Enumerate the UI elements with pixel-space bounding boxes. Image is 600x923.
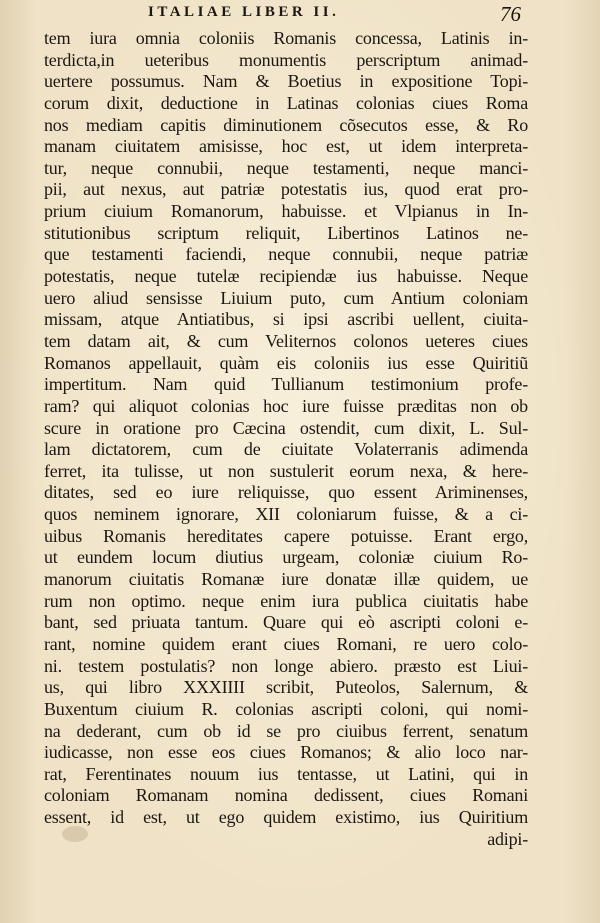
text-line: Romanos appellauit, quàm eis coloniis ius esse Quiritiũ (44, 352, 528, 373)
text-line: corum dixit, deductione in Latinas colonias ciues Roma (44, 92, 528, 113)
text-line: tur, neque connubii, neque testamenti, neque manci- (44, 157, 528, 178)
text-line: ut eundem locum diutius urgeam, coloniæ ciuium Ro- (44, 547, 528, 568)
page-number: 76 (500, 2, 521, 26)
text-line: uertere possumus. Nam & Boetius in expositione Topi- (44, 71, 528, 92)
text-line: que testamenti faciendi, neque connubii, neque patriæ (44, 244, 528, 265)
text-block (44, 28, 528, 850)
text-line: ni. testem postulatis? non longe abiero. præsto est Liui- (44, 655, 528, 676)
text-line: essent, id est, ut ego quidem existimo, ius Quiritium (44, 807, 528, 828)
text-line: manorum ciuitatis Romanæ iure donatæ illæ quidem, ue (44, 569, 528, 590)
text-line: Buxentum ciuium R. colonias ascripti coloni, qui nomi- (44, 698, 528, 719)
text-line: na dederant, cum ob id se pro ciuibus ferrent, senatum (44, 720, 528, 741)
text-line: rat, Ferentinates nouum ius tentasse, ut Latini, qui in (44, 763, 528, 784)
text-line: rant, nomine quidem erant ciues Romani, re uero colo- (44, 633, 528, 654)
text-line: manam ciuitatem amisisse, hoc est, ut idem interpreta- (44, 136, 528, 157)
text-line: tem datam ait, & cum Veliternos colonos ueteres ciues (44, 330, 528, 351)
text-line: ram? qui aliquot colonias hoc iure fuisse præditas non ob (44, 395, 528, 416)
text-line: nos mediam capitis diminutionem cõsecutos esse, & Ro (44, 114, 528, 135)
text-line: prium ciuium Romanorum, habuisse. et Vlpianus in In- (44, 201, 528, 222)
running-title: ITALIAE LIBER II. (148, 4, 340, 20)
text-line: scure in oratione pro Cæcina ostendit, cum dixit, L. Sul- (44, 417, 528, 438)
paper-stain (62, 826, 88, 842)
text-line: impertitum. Nam quid Tullianum testimonium profe- (44, 374, 528, 395)
text-line: ditates, sed eo iure reliquisse, quo essent Ariminenses, (44, 482, 528, 503)
text-line: rum non optimo. neque enim iura publica ciuitatis habe (44, 590, 528, 611)
text-line: coloniam Romanam nomina dedissent, ciues Romani (44, 785, 528, 806)
text-line: stitutionibus scriptum reliquit, Libertinos Latinos ne- (44, 222, 528, 243)
text-line: quos neminem ignorare, XII coloniarum fuisse, & a ci- (44, 504, 528, 525)
catchword: adipi- (487, 828, 528, 849)
text-line: terdicta,in ueteribus monumentis perscriptum animad- (44, 49, 528, 70)
text-line: uero aliud sensisse Liuium puto, cum Antium coloniam (44, 287, 528, 308)
text-line: us, qui libro XXXIIII scribit, Puteolos, Salernum, & (44, 677, 528, 698)
text-line: missam, atque Antiatibus, si ipsi ascribi uellent, ciuita- (44, 309, 528, 330)
text-line: pii, aut nexus, aut patriæ potestatis ius, quod erat pro- (44, 179, 528, 200)
text-line: potestatis, neque tutelæ recipiendæ ius habuisse. Neque (44, 266, 528, 287)
text-line: tem iura omnia coloniis Romanis concessa, Latinis in- (44, 28, 528, 48)
text-line: uibus Romanis hereditates capere potuisse. Erant ergo, (44, 525, 528, 546)
text-line: ferret, ita tulisse, ut non sustulerit eorum nexa, & here- (44, 460, 528, 481)
text-line: iudicasse, non esse eos ciues Romanos; & alio loco nar- (44, 742, 528, 763)
text-line: lam dictatorem, cum de ciuitate Volaterranis adimenda (44, 439, 528, 460)
text-line: bant, sed priuata tantum. Quare qui eò ascripti coloni e- (44, 612, 528, 633)
